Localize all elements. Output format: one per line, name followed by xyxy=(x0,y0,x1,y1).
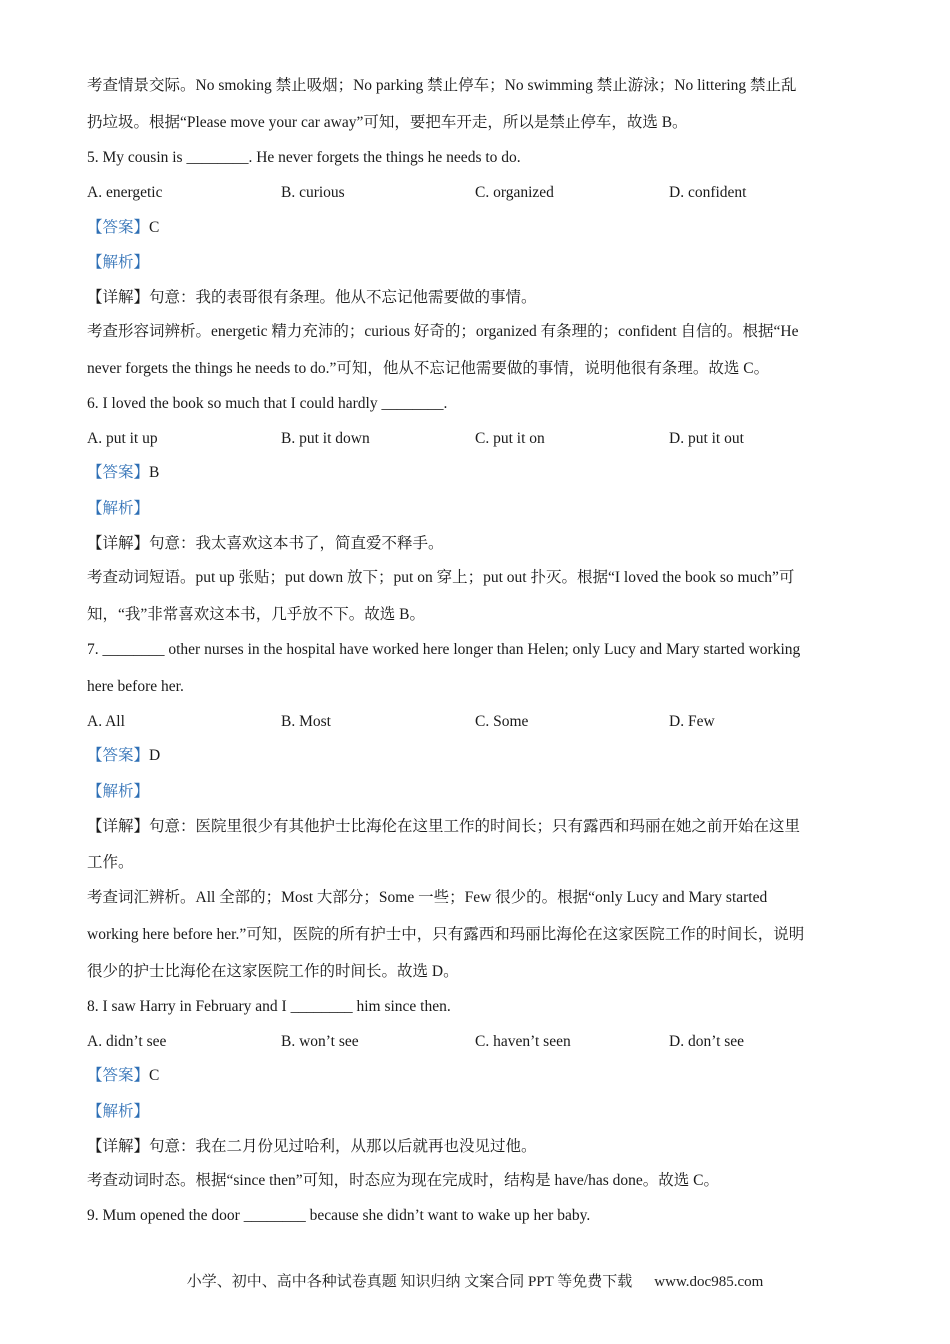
q7-analysis-heading xyxy=(87,782,149,802)
q6-option-a: A. put it up xyxy=(87,430,158,447)
q5-answer xyxy=(87,218,159,238)
q8-option-b: B. won’t see xyxy=(281,1033,359,1050)
answer-tag: 【答案】 xyxy=(87,1067,150,1084)
q6-stem: 6. I loved the book so much that I could hardly ________. xyxy=(87,395,448,412)
q5-detail xyxy=(87,288,537,308)
q5-option-d: D. confident xyxy=(669,184,747,201)
page-footer xyxy=(0,1270,950,1291)
answer-tag: 【答案】 xyxy=(87,219,150,236)
q6-answer xyxy=(87,463,159,483)
q6-explanation-1: 考查动词短语。put up 张贴；put down 放下；put on 穿上；put out 扑灭。根据“I loved the book so much”可 xyxy=(87,569,795,586)
q6-analysis-heading xyxy=(87,499,149,519)
detail-tag: 【详解】 xyxy=(87,818,150,835)
q8-stem: 8. I saw Harry in February and I ________ him since then. xyxy=(87,998,451,1015)
q7-detail-2: 工作。 xyxy=(87,854,134,871)
q7-explanation-3: 很少的护士比海伦在这家医院工作的时间长。故选 D。 xyxy=(87,963,459,980)
detail-text: 句意：医院里很少有其他护士比海伦在这里工作的时间长；只有露西和玛丽在她之前开始在这里 xyxy=(149,818,801,835)
q6-explanation-2: 知，“我”非常喜欢这本书，几乎放不下。故选 B。 xyxy=(87,606,425,623)
q5-explanation-2: never forgets the things he needs to do.”可知，他从不忘记他需要做的事情，说明他很有条理。故选 C。 xyxy=(87,360,770,377)
q7-option-c: C. Some xyxy=(475,713,529,730)
q8-option-c: C. haven’t seen xyxy=(475,1033,571,1050)
q8-answer xyxy=(87,1066,159,1086)
q7-stem-2: here before her. xyxy=(87,678,184,695)
q9-stem: 9. Mum opened the door ________ because she didn’t want to wake up her baby. xyxy=(87,1207,591,1224)
answer-tag: 【答案】 xyxy=(87,747,150,764)
answer-value: D xyxy=(149,747,161,764)
q7-detail xyxy=(87,817,800,837)
detail-text: 句意：我在二月份见过哈利，从那以后就再也没见过他。 xyxy=(149,1138,537,1155)
detail-tag: 【详解】 xyxy=(87,535,150,552)
q7-explanation-1: 考查词汇辨析。All 全部的；Most 大部分；Some 一些；Few 很少的。根据“only Lucy and Mary started xyxy=(87,889,768,906)
q8-explanation-1: 考查动词时态。根据“since then”可知，时态应为现在完成时，结构是 have/has done。故选 C。 xyxy=(87,1172,719,1189)
detail-tag: 【详解】 xyxy=(87,289,150,306)
analysis-tag: 【解析】 xyxy=(87,500,150,517)
answer-value: C xyxy=(149,219,160,236)
q5-explanation-1: 考查形容词辨析。energetic 精力充沛的；curious 好奇的；organized 有条理的；confident 自信的。根据“He xyxy=(87,323,799,340)
q7-stem-1: 7. ________ other nurses in the hospital have worked here longer than Helen; only Lucy and Mary started working xyxy=(87,641,801,658)
q6-option-c: C. put it on xyxy=(475,430,545,447)
q8-option-a: A. didn’t see xyxy=(87,1033,167,1050)
footer-text: 小学、初中、高中各种试卷真题 知识归纳 文案合同 PPT 等免费下载 xyxy=(186,1274,633,1290)
answer-tag: 【答案】 xyxy=(87,464,150,481)
q5-option-b: B. curious xyxy=(281,184,345,201)
intro-line-1: 考查情景交际。No smoking 禁止吸烟；No parking 禁止停车；No swimming 禁止游泳；No littering 禁止乱 xyxy=(87,77,797,94)
answer-value: C xyxy=(149,1067,160,1084)
q7-option-d: D. Few xyxy=(669,713,715,730)
detail-tag: 【详解】 xyxy=(87,1138,150,1155)
q8-analysis-heading xyxy=(87,1102,149,1122)
analysis-tag: 【解析】 xyxy=(87,783,150,800)
q5-option-a: A. energetic xyxy=(87,184,163,201)
q8-option-d: D. don’t see xyxy=(669,1033,745,1050)
answer-value: B xyxy=(149,464,160,481)
q6-option-d: D. put it out xyxy=(669,430,744,447)
intro-line-2: 扔垃圾。根据“Please move your car away”可知，要把车开走，所以是禁止停车，故选 B。 xyxy=(87,114,688,131)
q6-detail xyxy=(87,534,444,554)
detail-text: 句意：我的表哥很有条理。他从不忘记他需要做的事情。 xyxy=(149,289,537,306)
footer-url[interactable]: www.doc985.com xyxy=(654,1274,764,1290)
analysis-tag: 【解析】 xyxy=(87,254,150,271)
q7-option-b: B. Most xyxy=(281,713,331,730)
q6-option-b: B. put it down xyxy=(281,430,370,447)
q7-option-a: A. All xyxy=(87,713,125,730)
q5-option-c: C. organized xyxy=(475,184,554,201)
q5-stem: 5. My cousin is ________. He never forgets the things he needs to do. xyxy=(87,149,521,166)
detail-text: 句意：我太喜欢这本书了，简直爱不释手。 xyxy=(149,535,444,552)
q7-explanation-2: working here before her.”可知，医院的所有护士中，只有露西和玛丽比海伦在这家医院工作的时间长，说明 xyxy=(87,926,805,943)
q7-answer xyxy=(87,746,160,766)
q8-detail xyxy=(87,1137,537,1157)
q5-analysis-heading xyxy=(87,253,149,273)
analysis-tag: 【解析】 xyxy=(87,1103,150,1120)
